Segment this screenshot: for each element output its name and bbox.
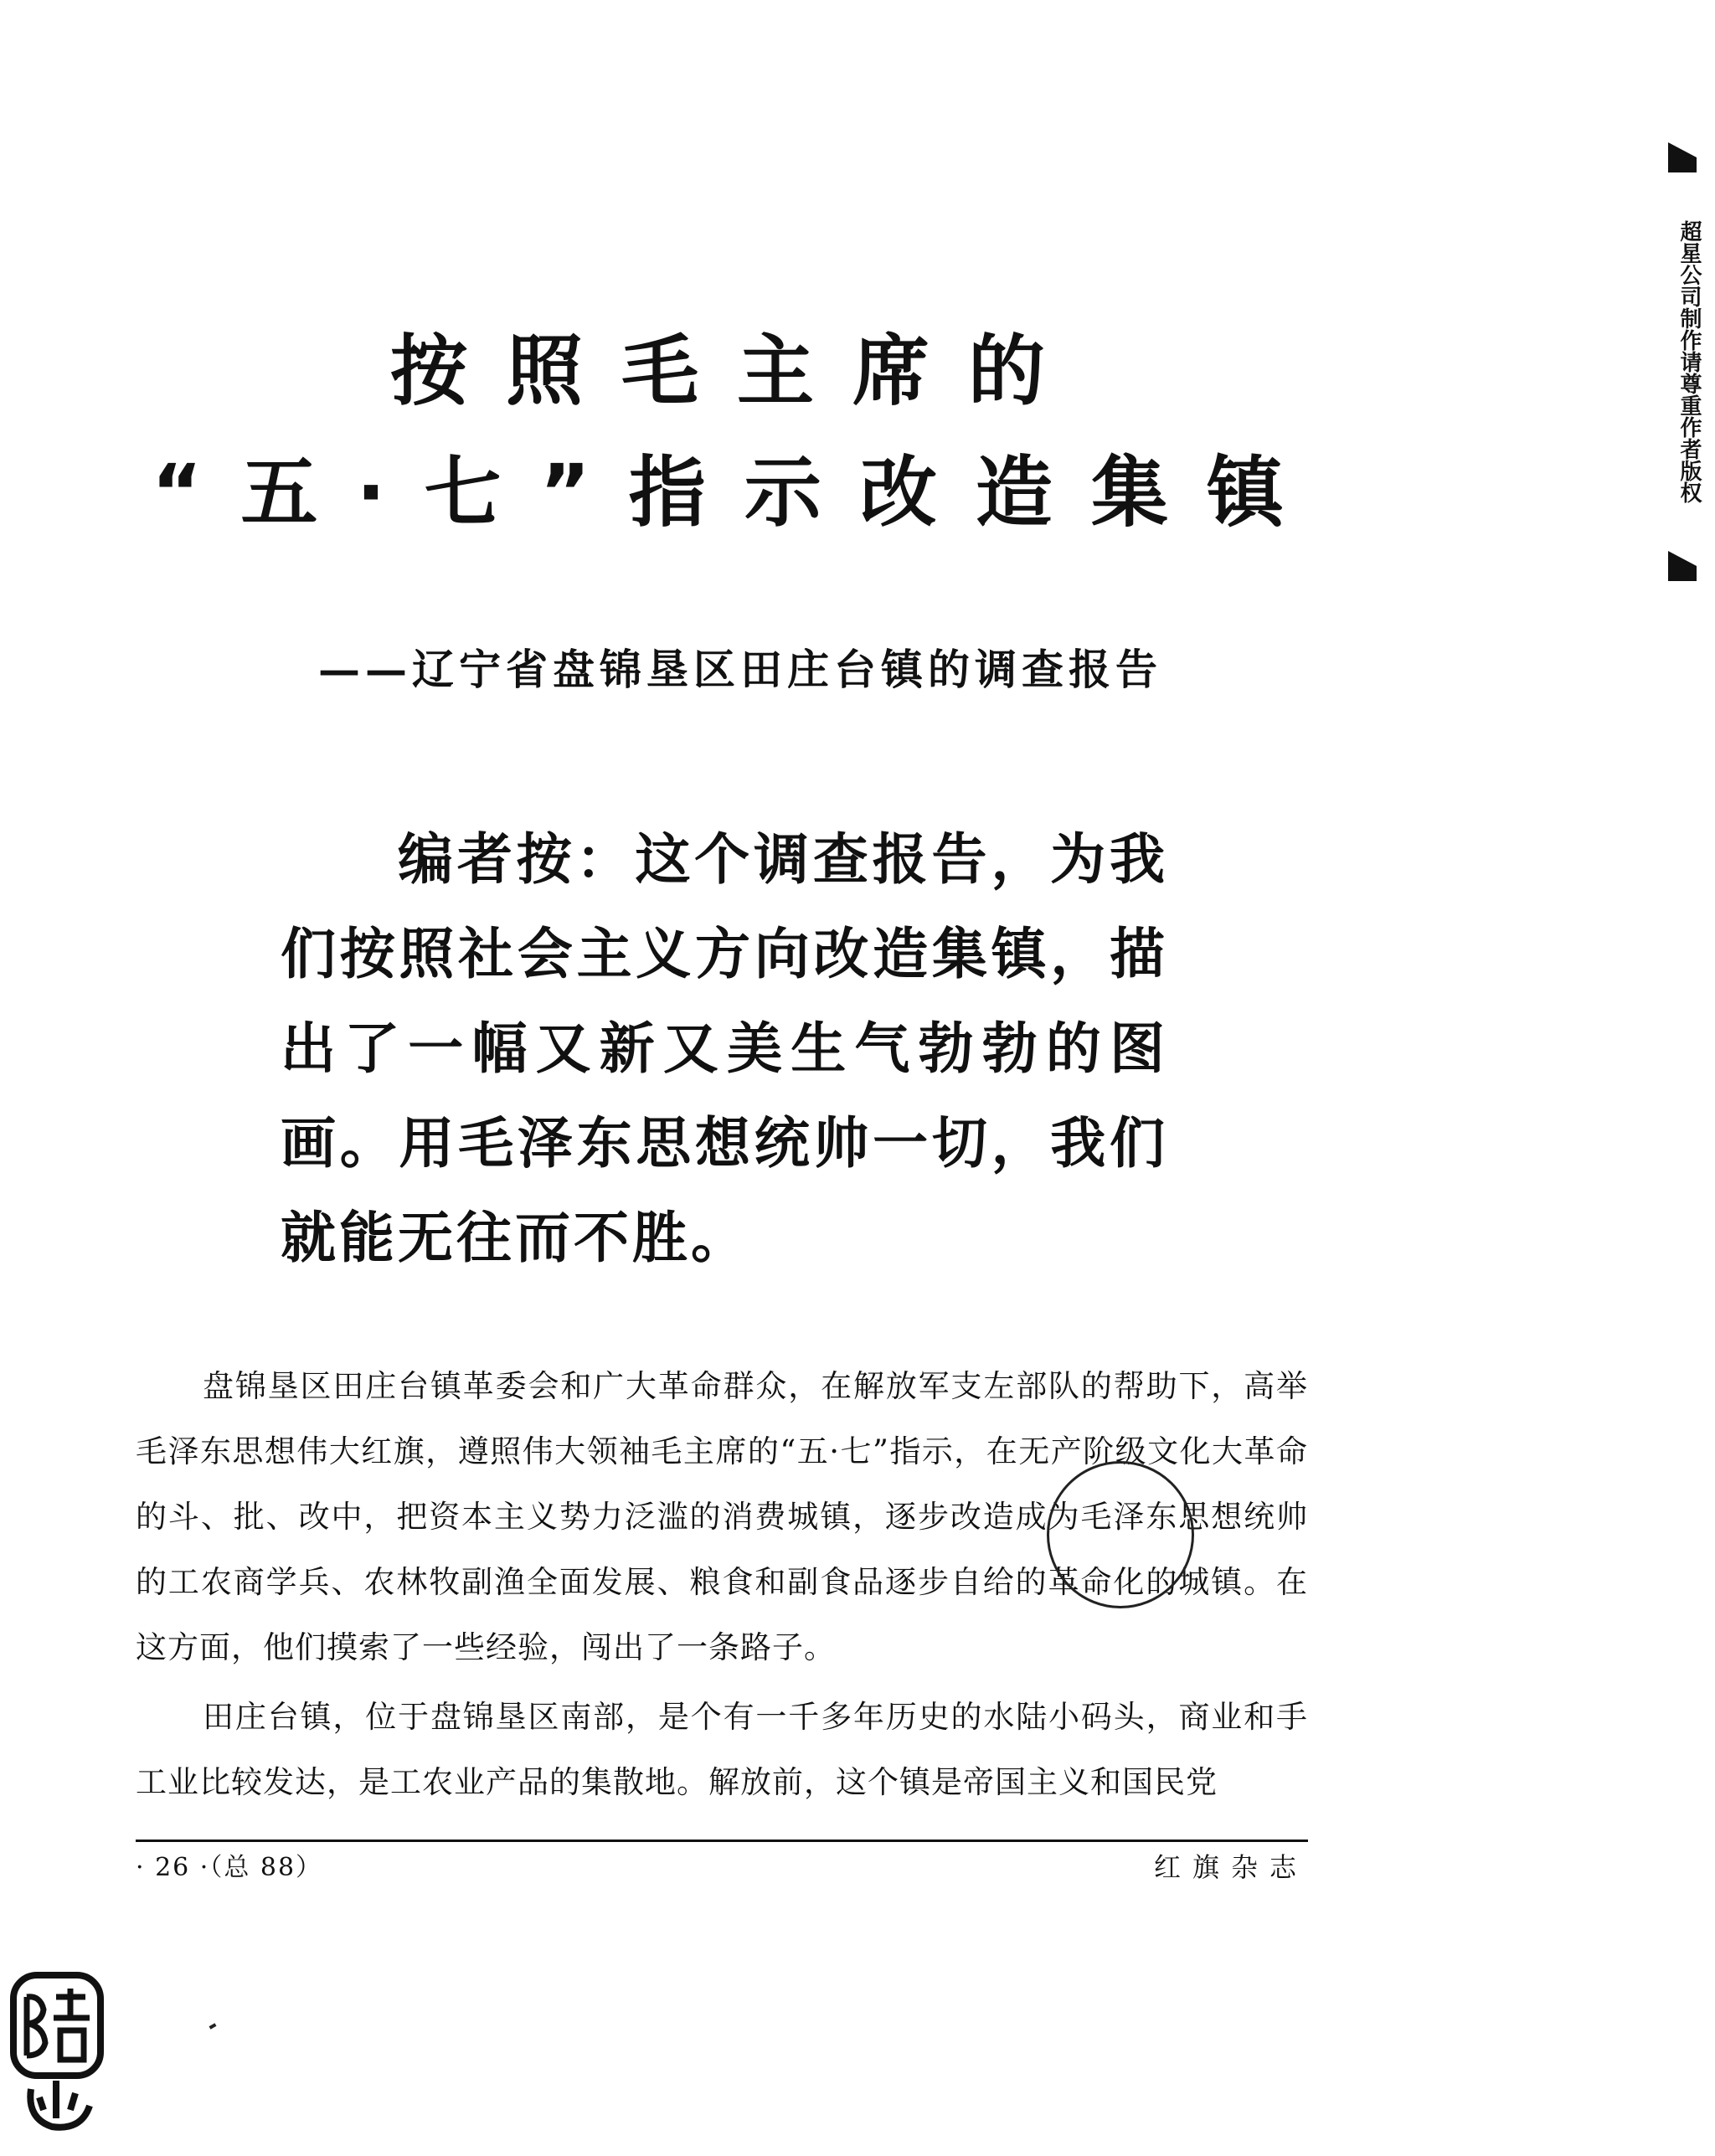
title-line-2: “五·七”指示改造集镇	[152, 448, 1322, 538]
editor-note: 编者按：这个调查报告，为我们按照社会主义方向改造集镇，描出了一幅又新又美生气勃勃的图画。用毛泽东思想统帅一切，我们就能无往而不胜。	[281, 826, 1168, 1270]
side-bar-bottom-marker	[1668, 551, 1697, 581]
side-bar-top-marker	[1668, 142, 1697, 172]
stray-mark	[209, 2023, 217, 2029]
circle-mark	[1047, 1461, 1194, 1608]
side-notice-text: 超星公司制作请尊重作者版权	[1676, 220, 1702, 503]
footer-divider	[136, 1840, 1308, 1842]
body-paragraph-2: 田庄台镇，位于盘锦垦区南部，是个有一千多年历史的水陆小码头，商业和手工业比较发达，是工农业产品的集散地。解放前，这个镇是帝国主义和国民党	[136, 1699, 1308, 1800]
journal-name: 红旗杂志	[1153, 1851, 1308, 1883]
body-paragraph-1: 盘锦垦区田庄台镇革委会和广大革命群众，在解放军支左部队的帮助下，高举毛泽东思想伟大红旗，遵照伟大领袖毛主席的“五·七”指示，在无产阶级文化大革命的斗、批、改中，把资本主义势力泛滥的消费城镇，逐步改造成为毛泽东思想统帅的工农商学兵、农林牧副渔全面发展、粮食和副食品逐步自给的革命化的城镇。在这方面，他们摸索了一些经验，闯出了一条路子。	[136, 1368, 1308, 1665]
side-copyright-notice	[1666, 142, 1702, 599]
seal-stamp-icon	[10, 1972, 104, 2148]
page-number: · 26 ·（总 88）	[136, 1853, 323, 1882]
title-line-1: 按照毛主席的	[389, 327, 1084, 416]
subtitle: ——辽宁省盘锦垦区田庄台镇的调查报告	[318, 645, 1162, 694]
